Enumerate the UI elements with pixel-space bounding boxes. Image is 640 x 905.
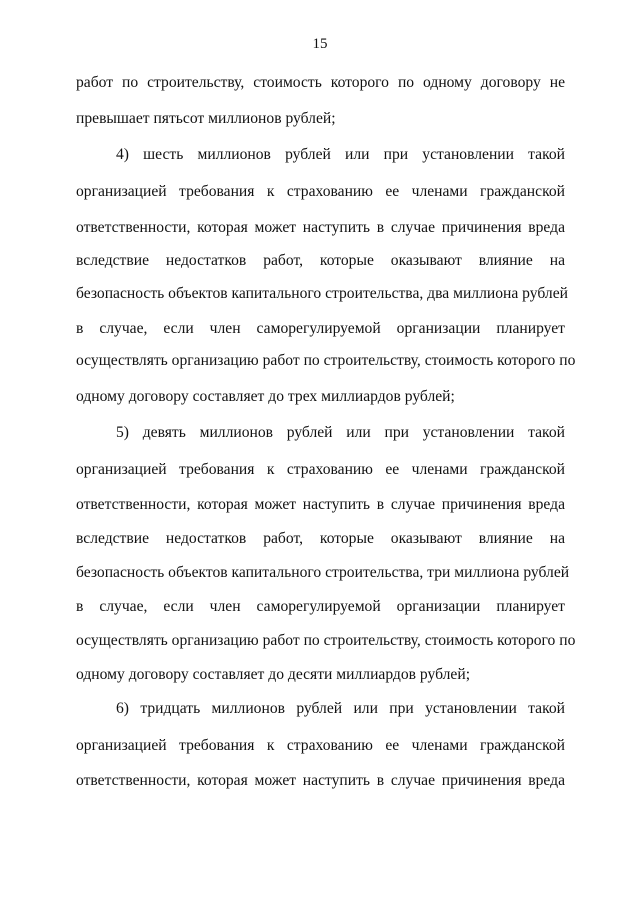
text-line: 5) девять миллионов рублей или при установлении такой	[116, 424, 565, 441]
text-line: вследствие недостатков работ, которые оказывают влияние на	[76, 530, 565, 547]
page-number: 15	[312, 36, 328, 52]
text-line: вследствие недостатков работ, которые оказывают влияние на	[76, 252, 565, 269]
text-line: в случае, если член саморегулируемой организации планирует	[76, 598, 565, 615]
text-line: превышает пятьсот миллионов рублей;	[76, 110, 336, 127]
text-line: работ по строительству, стоимость которого по одному договору не	[76, 74, 565, 91]
text-line: в случае, если член саморегулируемой организации планирует	[76, 320, 565, 337]
text-line: осуществлять организацию работ по строительству, стоимость которого по	[76, 352, 576, 369]
text-line: организацией требования к страхованию ее членами гражданской	[76, 461, 565, 478]
text-line: осуществлять организацию работ по строительству, стоимость которого по	[76, 632, 576, 649]
text-line: ответственности, которая может наступить в случае причинения вреда	[76, 496, 565, 513]
text-line: одному договору составляет до трех миллиардов рублей;	[76, 388, 455, 405]
text-line: организацией требования к страхованию ее членами гражданской	[76, 737, 565, 754]
text-line: ответственности, которая может наступить в случае причинения вреда	[76, 219, 565, 236]
text-line: организацией требования к страхованию ее членами гражданской	[76, 183, 565, 200]
text-line: 4) шесть миллионов рублей или при установлении такой	[116, 146, 565, 163]
text-line: безопасность объектов капитального строительства, три миллиона рублей	[76, 564, 570, 581]
text-line: ответственности, которая может наступить в случае причинения вреда	[76, 772, 565, 789]
text-line: 6) тридцать миллионов рублей или при установлении такой	[116, 700, 565, 717]
text-line: одному договору составляет до десяти миллиардов рублей;	[76, 666, 471, 683]
text-line: безопасность объектов капитального строительства, два миллиона рублей	[76, 285, 568, 302]
